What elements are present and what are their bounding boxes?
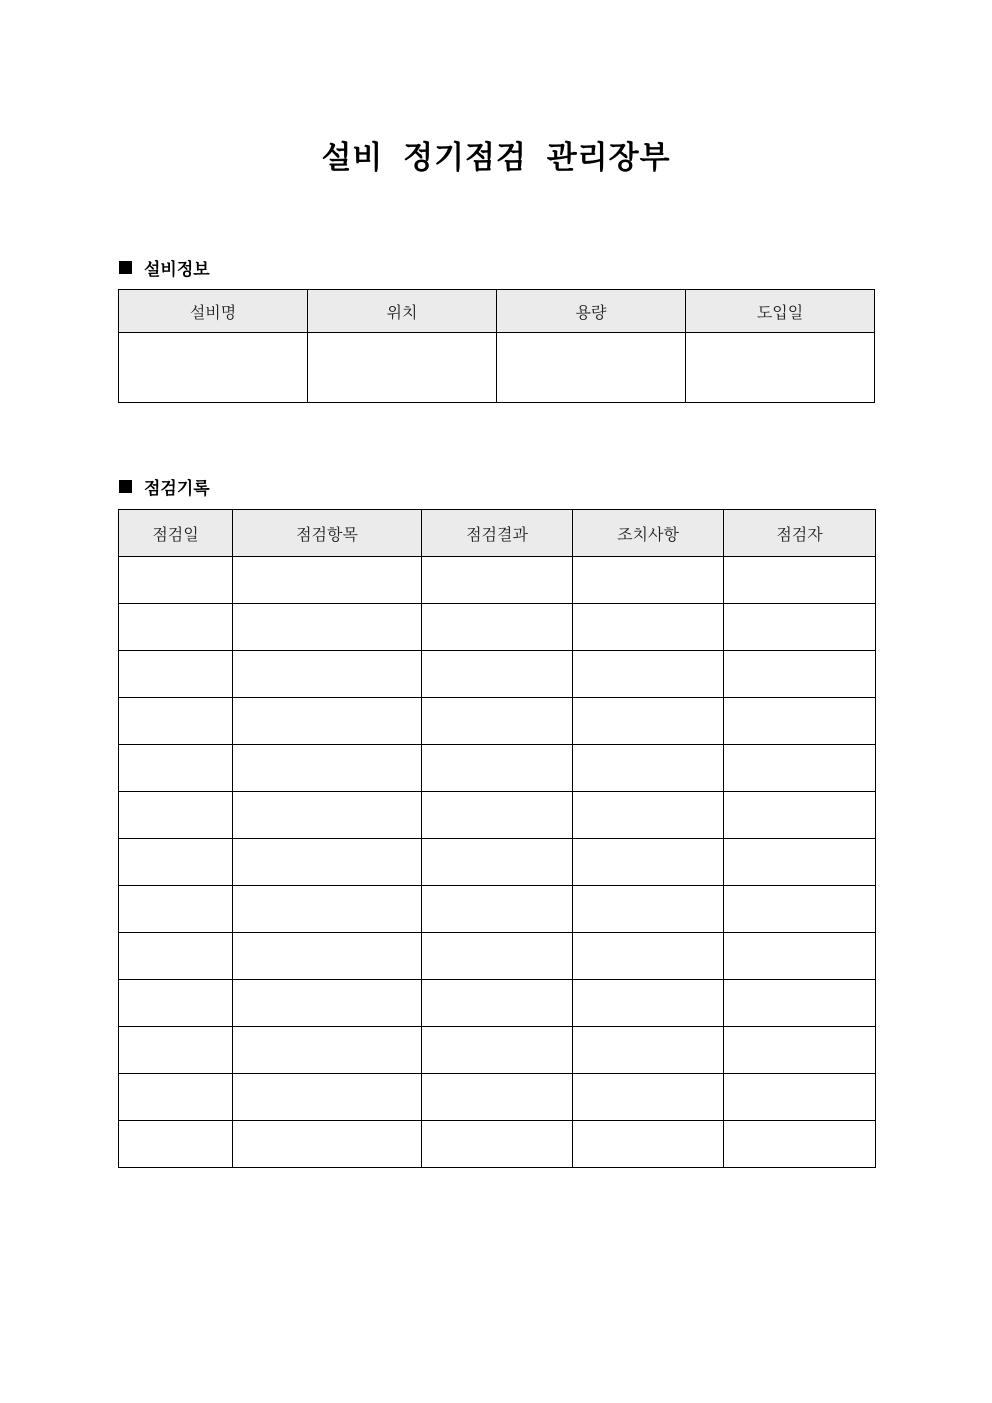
table-row <box>119 651 876 698</box>
document-title: 설비 정기점검 관리장부 <box>321 140 671 176</box>
equipment-info-table <box>118 289 875 403</box>
table-row <box>119 839 876 886</box>
square-bullet-icon <box>119 261 132 274</box>
inspection-date-cell[interactable] <box>119 745 233 792</box>
inspector-cell[interactable] <box>724 557 876 604</box>
inspection-result-cell[interactable] <box>422 745 573 792</box>
inspection-date-cell[interactable] <box>119 933 233 980</box>
inspector-cell[interactable] <box>724 980 876 1027</box>
inspection-result-cell[interactable] <box>422 651 573 698</box>
table-row <box>119 980 876 1027</box>
header-inspector: 점검자 <box>724 510 876 557</box>
action-taken-cell[interactable] <box>573 1121 724 1168</box>
inspector-cell[interactable] <box>724 839 876 886</box>
inspection-item-cell[interactable] <box>233 886 422 933</box>
table-row <box>119 886 876 933</box>
table-row <box>119 745 876 792</box>
header-action-taken: 조치사항 <box>573 510 724 557</box>
inspector-cell[interactable] <box>724 1027 876 1074</box>
inspection-item-cell[interactable] <box>233 933 422 980</box>
inspection-result-cell[interactable] <box>422 980 573 1027</box>
inspector-cell[interactable] <box>724 792 876 839</box>
inspection-date-cell[interactable] <box>119 1027 233 1074</box>
inspector-cell[interactable] <box>724 745 876 792</box>
inspector-cell[interactable] <box>724 604 876 651</box>
equipment-data-row <box>119 333 875 403</box>
inspection-date-cell[interactable] <box>119 839 233 886</box>
inspection-date-cell[interactable] <box>119 792 233 839</box>
header-inspection-item: 점검항목 <box>233 510 422 557</box>
action-taken-cell[interactable] <box>573 1074 724 1121</box>
equipment-section-label: 설비정보 <box>144 260 210 280</box>
inspection-item-cell[interactable] <box>233 1027 422 1074</box>
equipment-name-cell[interactable] <box>119 333 308 403</box>
inspection-result-cell[interactable] <box>422 886 573 933</box>
inspection-item-cell[interactable] <box>233 980 422 1027</box>
inspection-date-cell[interactable] <box>119 980 233 1027</box>
action-taken-cell[interactable] <box>573 839 724 886</box>
action-taken-cell[interactable] <box>573 651 724 698</box>
action-taken-cell[interactable] <box>573 886 724 933</box>
inspection-item-cell[interactable] <box>233 698 422 745</box>
inspection-item-cell[interactable] <box>233 604 422 651</box>
action-taken-cell[interactable] <box>573 745 724 792</box>
header-inspection-result: 점검결과 <box>422 510 573 557</box>
inspector-cell[interactable] <box>724 698 876 745</box>
inspection-date-cell[interactable] <box>119 1074 233 1121</box>
inspection-result-cell[interactable] <box>422 1074 573 1121</box>
location-cell[interactable] <box>308 333 497 403</box>
inspection-header-row <box>119 510 876 557</box>
inspection-item-cell[interactable] <box>233 1121 422 1168</box>
equipment-header-row <box>119 290 875 333</box>
header-inspection-date: 점검일 <box>119 510 233 557</box>
square-bullet-icon <box>119 480 132 493</box>
action-taken-cell[interactable] <box>573 1027 724 1074</box>
header-location: 위치 <box>308 290 497 333</box>
table-row <box>119 792 876 839</box>
action-taken-cell[interactable] <box>573 698 724 745</box>
inspection-date-cell[interactable] <box>119 1121 233 1168</box>
action-taken-cell[interactable] <box>573 980 724 1027</box>
table-row <box>119 1121 876 1168</box>
inspection-date-cell[interactable] <box>119 651 233 698</box>
inspection-item-cell[interactable] <box>233 557 422 604</box>
header-equipment-name: 설비명 <box>119 290 308 333</box>
inspection-result-cell[interactable] <box>422 557 573 604</box>
inspection-item-cell[interactable] <box>233 792 422 839</box>
inspection-section-heading <box>119 474 210 499</box>
inspection-item-cell[interactable] <box>233 651 422 698</box>
action-taken-cell[interactable] <box>573 933 724 980</box>
inspection-result-cell[interactable] <box>422 933 573 980</box>
inspection-result-cell[interactable] <box>422 792 573 839</box>
action-taken-cell[interactable] <box>573 557 724 604</box>
inspector-cell[interactable] <box>724 886 876 933</box>
table-row <box>119 1074 876 1121</box>
inspector-cell[interactable] <box>724 1074 876 1121</box>
install-date-cell[interactable] <box>686 333 875 403</box>
inspection-section-label: 점검기록 <box>144 479 210 499</box>
capacity-cell[interactable] <box>497 333 686 403</box>
inspection-result-cell[interactable] <box>422 1027 573 1074</box>
inspection-log-body <box>119 557 876 1168</box>
inspection-result-cell[interactable] <box>422 604 573 651</box>
inspection-result-cell[interactable] <box>422 698 573 745</box>
inspector-cell[interactable] <box>724 1121 876 1168</box>
inspection-result-cell[interactable] <box>422 1121 573 1168</box>
inspection-item-cell[interactable] <box>233 1074 422 1121</box>
equipment-section-heading <box>119 255 210 280</box>
table-row <box>119 1027 876 1074</box>
table-row <box>119 933 876 980</box>
header-install-date: 도입일 <box>686 290 875 333</box>
header-capacity: 용량 <box>497 290 686 333</box>
action-taken-cell[interactable] <box>573 604 724 651</box>
inspection-date-cell[interactable] <box>119 886 233 933</box>
inspection-item-cell[interactable] <box>233 839 422 886</box>
inspection-date-cell[interactable] <box>119 604 233 651</box>
action-taken-cell[interactable] <box>573 792 724 839</box>
inspection-log-table <box>118 509 876 1168</box>
table-row <box>119 698 876 745</box>
inspection-date-cell[interactable] <box>119 557 233 604</box>
inspection-item-cell[interactable] <box>233 745 422 792</box>
inspector-cell[interactable] <box>724 933 876 980</box>
table-row <box>119 604 876 651</box>
inspector-cell[interactable] <box>724 651 876 698</box>
table-row <box>119 557 876 604</box>
inspection-date-cell[interactable] <box>119 698 233 745</box>
inspection-result-cell[interactable] <box>422 839 573 886</box>
